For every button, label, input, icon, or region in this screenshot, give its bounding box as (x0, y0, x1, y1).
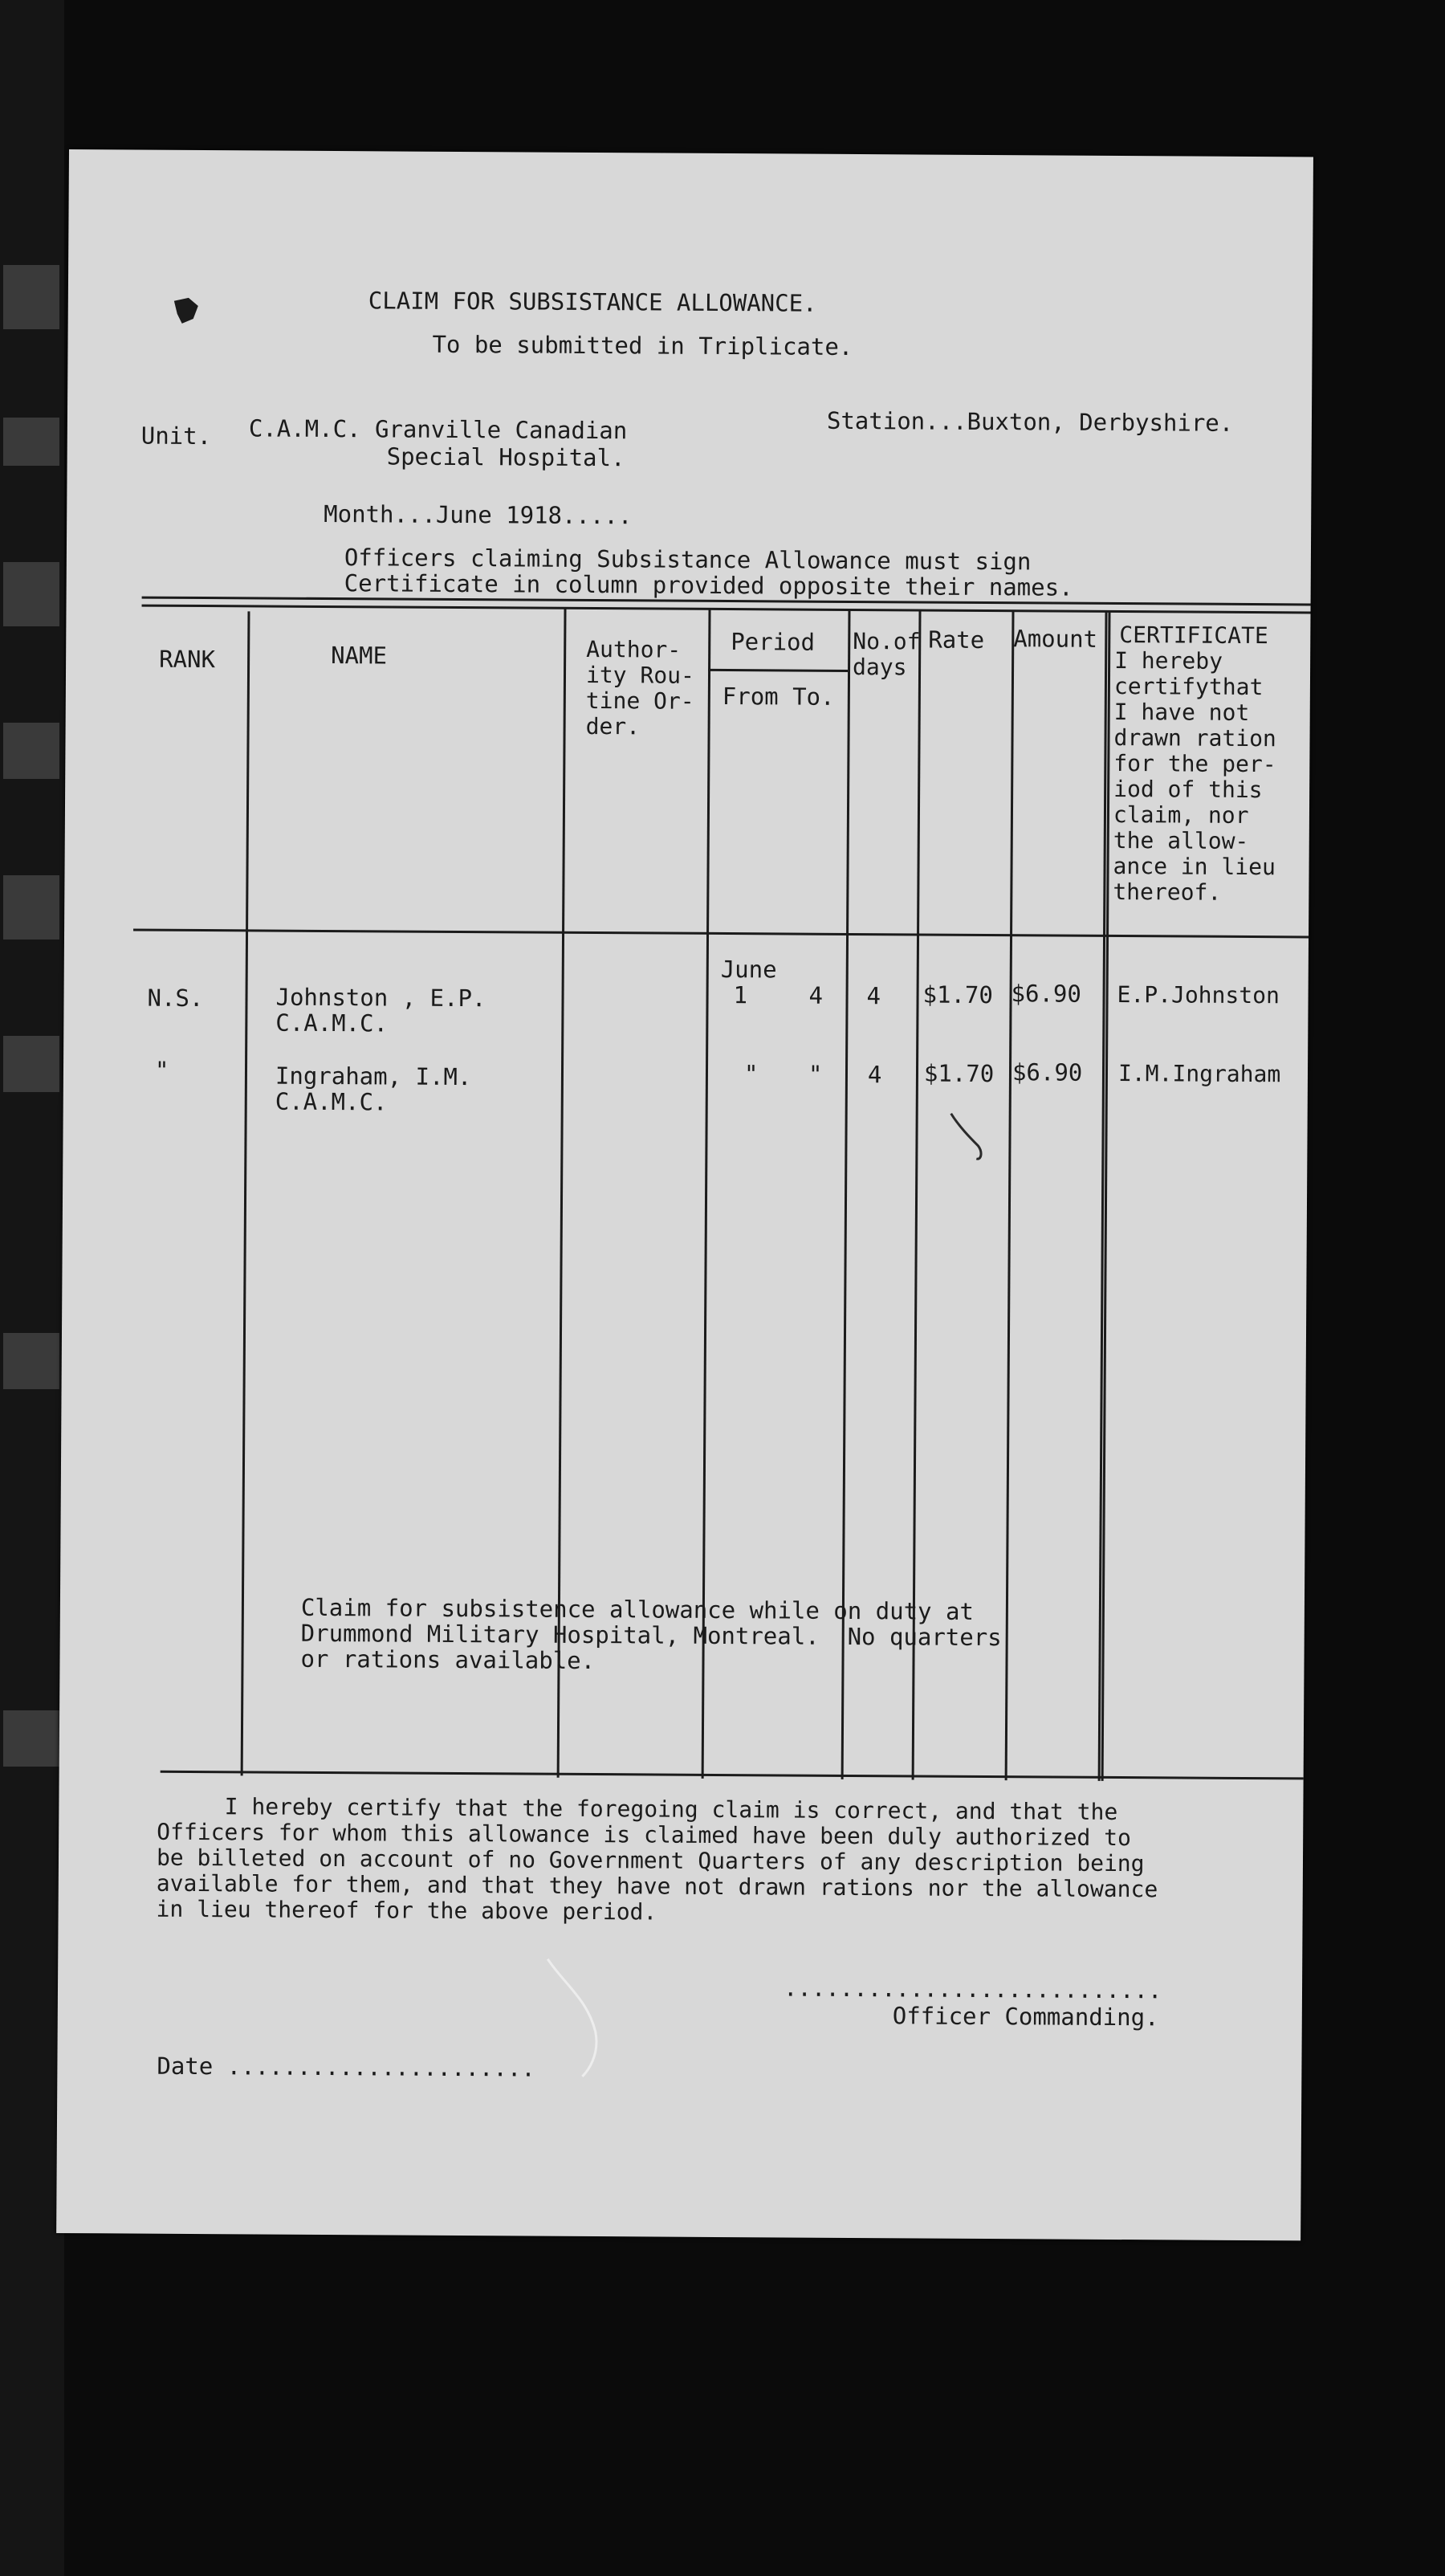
row2-name-2: C.A.M.C. (275, 1087, 388, 1116)
row1-certificate-signature: E.P.Johnston (1117, 980, 1280, 1009)
ink-mark-icon (171, 295, 203, 327)
row1-to: 4 (808, 981, 824, 1009)
certificate-line-9: ance in lieu (1113, 852, 1276, 881)
certificate-line-7: claim, nor (1113, 801, 1249, 829)
col-header-period: Period (731, 628, 816, 656)
row1-name-2: C.A.M.C. (275, 1009, 389, 1037)
row1-from-month: June (720, 955, 777, 984)
row2-to-ditto: " (808, 1060, 823, 1088)
certification-line-5: in lieu thereof for the above period. (156, 1895, 657, 1926)
col-header-amount: Amount (1013, 625, 1098, 653)
certificate-line-2: certifythat (1113, 672, 1264, 701)
date-field: Date ...................... (157, 2052, 535, 2082)
col-header-certificate: CERTIFICATE (1119, 622, 1268, 650)
unit-line-2: Special Hospital. (386, 442, 625, 472)
instruction-line-2: Certificate in column provided opposite their names. (344, 569, 1073, 601)
form-subtitle: To be submitted in Triplicate. (432, 330, 853, 361)
row1-amount: $6.90 (1011, 980, 1082, 1008)
station-value: Station...Buxton, Derbyshire. (826, 406, 1234, 437)
scratch-mark-icon (539, 1951, 636, 2081)
col-header-rate: Rate (928, 626, 985, 654)
certificate-line-10: thereof. (1113, 878, 1222, 906)
certificate-line-5: for the per- (1113, 749, 1276, 778)
pen-mark-icon (946, 1111, 994, 1167)
certification-line-3: be billeted on account of no Government Quarters of any description being (156, 1844, 1145, 1877)
row2-name-1: Ingraham, I.M. (275, 1062, 472, 1091)
col-divider-rate (1005, 611, 1015, 1780)
col-header-name: NAME (331, 642, 388, 670)
col-header-days-2: days (852, 653, 907, 681)
film-perforation (3, 723, 59, 779)
film-perforation (3, 265, 59, 329)
col-header-days-1: No.of (853, 627, 921, 655)
col-header-rank: RANK (159, 645, 216, 674)
film-perforation (3, 1333, 59, 1389)
signature-dots: ........................... (783, 1974, 1162, 2004)
row1-from-day: 1 (733, 981, 748, 1009)
film-strip (0, 0, 64, 2576)
col-divider-rank (241, 611, 250, 1775)
col-header-authority-3: tine Or- (585, 687, 694, 715)
film-perforation (3, 1710, 59, 1767)
certificate-line-6: iod of this (1113, 775, 1263, 804)
claim-form-sheet (56, 149, 1313, 2240)
period-sub-rule (708, 669, 848, 672)
row2-rank-ditto: " (154, 1056, 169, 1084)
row2-days: 4 (867, 1061, 882, 1089)
row2-amount: $6.90 (1012, 1058, 1083, 1086)
row1-rank: N.S. (147, 984, 204, 1013)
certificate-line-8: the allow- (1113, 826, 1249, 854)
note-line-1: Claim for subsistence allowance while on duty at (300, 1593, 975, 1625)
instruction-line-1: Officers claiming Subsistance Allowance must sign (344, 544, 1032, 576)
unit-line-1: C.A.M.C. Granville Canadian (248, 414, 628, 445)
unit-label: Unit. (140, 422, 212, 450)
month-value: Month...June 1918..... (324, 499, 633, 530)
row1-days: 4 (866, 982, 881, 1010)
certificate-line-3: I have not (1113, 698, 1250, 726)
film-perforation (3, 1036, 59, 1092)
col-header-from-to: From To. (722, 682, 835, 711)
certification-line-4: available for them, and that they have not drawn rations nor the allowance (156, 1869, 1158, 1903)
col-header-authority-1: Author- (586, 635, 682, 663)
row2-from-ditto: " (743, 1060, 759, 1088)
table-top-rule-2 (142, 605, 1311, 614)
row1-rate: $1.70 (922, 980, 994, 1009)
form-title: CLAIM FOR SUBSISTANCE ALLOWANCE. (368, 287, 817, 317)
certificate-line-1: I hereby (1114, 646, 1223, 675)
col-header-authority-2: ity Rou- (585, 661, 694, 689)
row1-name-1: Johnston , E.P. (275, 983, 486, 1013)
certificate-line-4: drawn ration (1113, 723, 1276, 752)
certification-line-1: I hereby certify that the foregoing claim is correct, and that the (157, 1792, 1118, 1826)
note-line-2: Drummond Military Hospital, Montreal. No quarters (300, 1619, 1002, 1652)
table-bottom-rule (161, 1771, 1304, 1780)
officer-commanding-label: Officer Commanding. (892, 2002, 1159, 2032)
header-bottom-rule (133, 929, 1309, 939)
certification-line-2: Officers for whom this allowance is claimed have been duly authorized to (157, 1818, 1132, 1852)
row2-rate: $1.70 (923, 1059, 995, 1088)
col-header-authority-4: der. (585, 712, 641, 740)
film-perforation (3, 562, 59, 626)
film-perforation (3, 875, 59, 940)
row2-certificate-signature: I.M.Ingraham (1117, 1060, 1281, 1088)
film-perforation (3, 418, 59, 466)
note-line-3: or rations available. (300, 1645, 596, 1675)
